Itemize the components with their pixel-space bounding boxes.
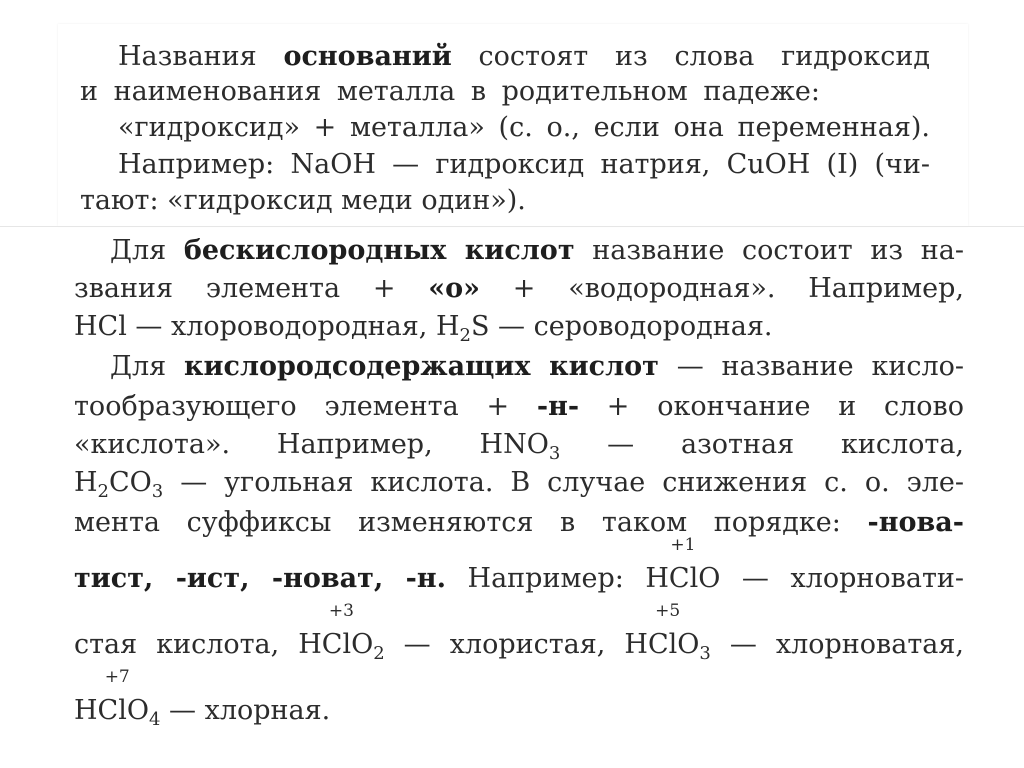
formula-hclo4: +7 HClO$_4$ [74, 667, 161, 730]
term-bases: оснований [283, 41, 452, 72]
anoxic-line-1: Для бескислородных кислот название состоит из на- [110, 235, 964, 266]
formula-hclo: +1 HClO [645, 535, 721, 594]
formula-hclo3: +5 HClO$_3$ [624, 601, 711, 664]
anoxic-line-3: HCl — хлороводородная, $H_2S$ — сероводородная. [74, 311, 773, 346]
oxidation-state: +7 [104, 667, 130, 687]
oxy-line-8: +7 HClO$_4$ — хлорная. [74, 667, 331, 730]
bases-line-5: тают: «гидроксид меди один»). [80, 185, 526, 216]
oxy-line-1: Для кислородсодержащих кислот — название кисло- [110, 351, 965, 382]
term-oxygen-acids: кислородсодержащих кислот [183, 351, 659, 382]
oxy-line-6: тист, -ист, -новат, -н. Например: +1 HClO — хлорновати- [74, 535, 964, 594]
bases-line-1: Названия оснований состоят из слова гидроксид [118, 41, 930, 72]
oxy-line-4: $H_2CO_3$ — угольная кислота. В случае снижения с. о. эле- [74, 467, 964, 502]
oxy-line-3: «кислота». Например, $HNO_3$ — азотная кислота, [74, 429, 964, 464]
oxy-line-5: мента суффиксы изменяются в таком порядке: -нова- [74, 507, 964, 538]
oxy-line-2: тообразующего элемента + -н- + окончание и слово [74, 391, 964, 422]
oxidation-state: +3 [328, 601, 354, 621]
bases-line-4: Например: NaOH — гидроксид натрия, CuOH (I) (чи- [118, 149, 930, 180]
oxy-line-7: стая кислота, +3 HClO$_2$ — хлористая, +5 HClO$_3$ — хлорноватая, [74, 601, 964, 664]
oxidation-state: +1 [670, 535, 696, 555]
oxidation-state: +5 [655, 601, 681, 621]
term-anoxic-acids: бескислородных кислот [183, 235, 575, 266]
anoxic-line-2: звания элемента + «о» + «водородная». Например, [74, 273, 964, 304]
formula-hclo2: +3 HClO$_2$ [298, 601, 385, 664]
bases-line-3: «гидроксид» + металла» (с. о., если она переменная). [118, 112, 930, 143]
divider [0, 226, 1024, 227]
bases-line-2: и наименования металла в родительном падеже: [80, 76, 820, 107]
